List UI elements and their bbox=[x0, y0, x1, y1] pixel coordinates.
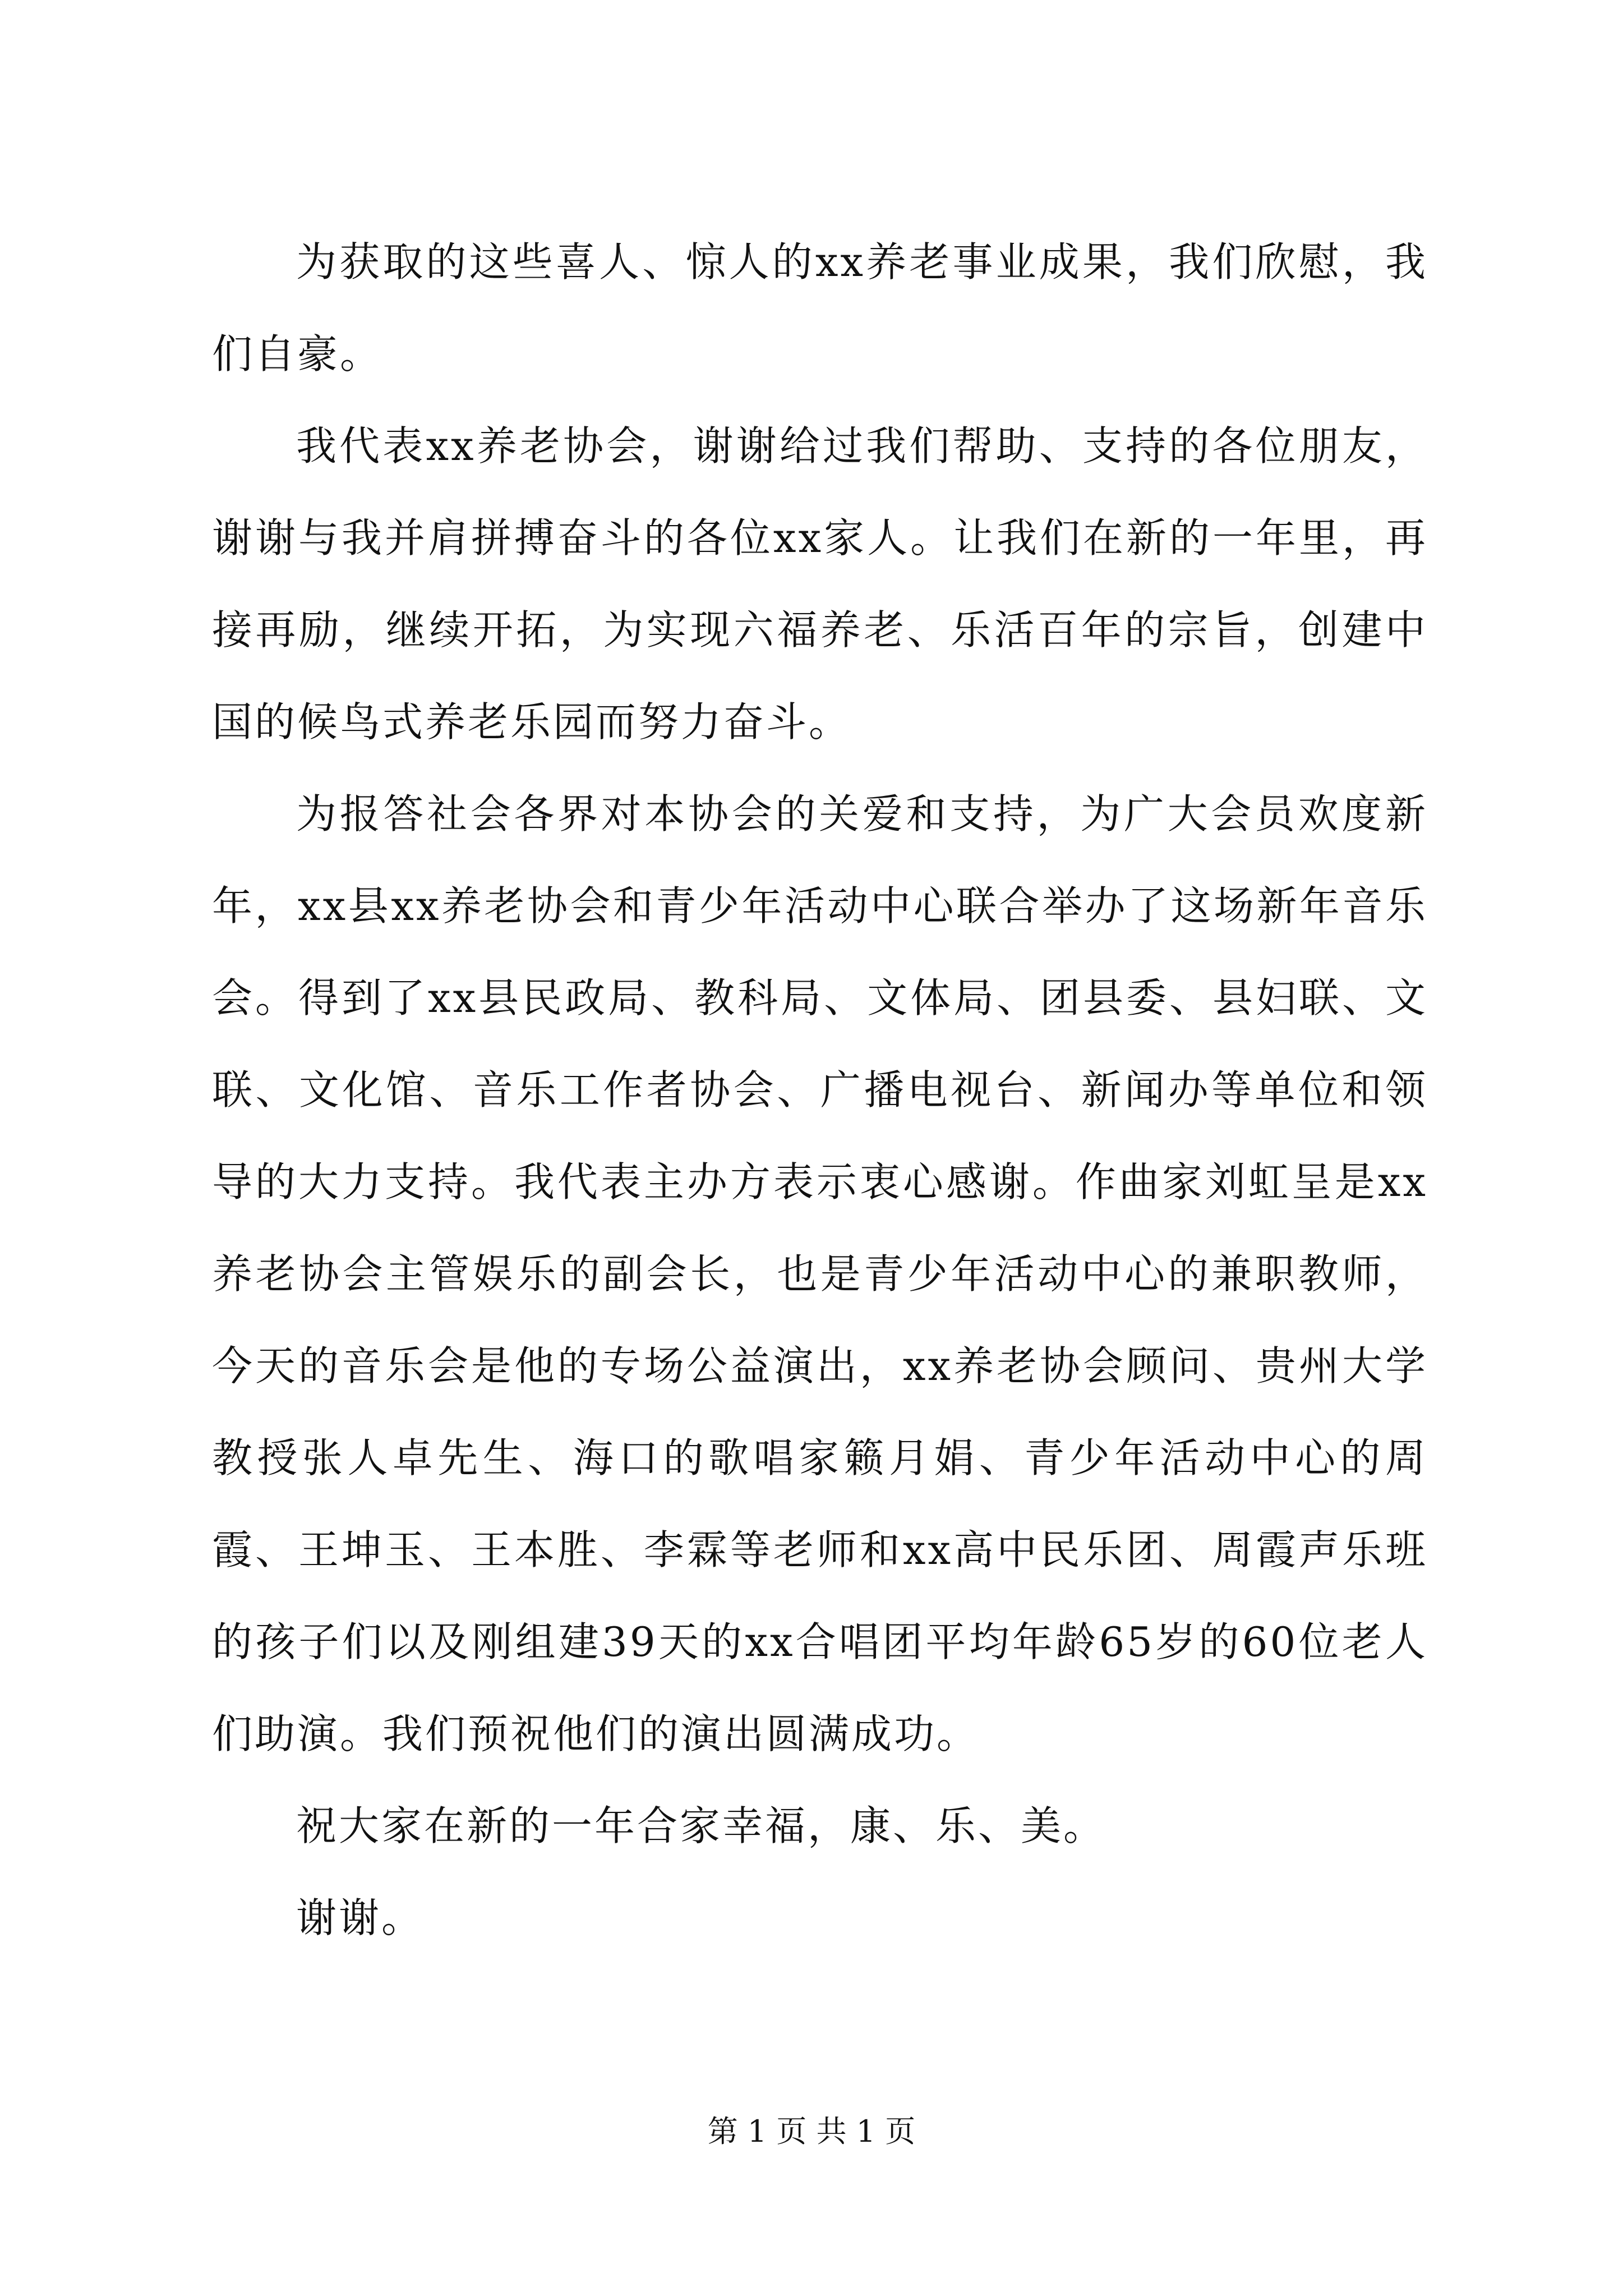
paragraph-new-year-wishes: 祝大家在新的一年合家幸福，康、乐、美。 bbox=[296, 1802, 1106, 1849]
document-body bbox=[212, 216, 1428, 1964]
paragraph-closing: 谢谢。 bbox=[296, 1894, 425, 1941]
paragraph-thanks: 我代表xx养老协会，谢谢给过我们帮助、支持的各位朋友，谢谢与我并肩拼搏奋斗的各位xx家人。让我们在新的一年里，再接再励，继续开拓，为实现六福养老、乐活百年的宗旨，创建中国的候鸟式养老乐园而努力奋斗。 bbox=[212, 422, 1428, 746]
page-footer: 第 1 页 共 1 页 bbox=[707, 2114, 916, 2149]
paragraph-achievements: 为获取的这些喜人、惊人的xx养老事业成果，我们欣慰，我们自豪。 bbox=[212, 238, 1428, 378]
paragraph-concert: 为报答社会各界对本协会的关爱和支持，为广大会员欢度新年，xx县xx养老协会和青少年活动中心联合举办了这场新年音乐会。得到了xx县民政局、教科局、文体局、团县委、县妇联、文联、文化馆、音乐工作者协会、广播电视台、新闻办等单位和领导的大力支持。我代表主办方表示衷心感谢。作曲家刘虹呈是xx养老协会主管娱乐的副会长，也是青少年活动中心的兼职教师，今天的音乐会是他的专场公益演出，xx养老协会顾问、贵州大学教授张人卓先生、海口的歌唱家籁月娟、青少年活动中心的周霞、王坤玉、王本胜、李霖等老师和xx高中民乐团、周霞声乐班的孩子们以及刚组建39天的xx合唱团平均年龄65岁的60位老人们助演。我们预祝他们的演出圆满成功。 bbox=[212, 790, 1428, 1757]
